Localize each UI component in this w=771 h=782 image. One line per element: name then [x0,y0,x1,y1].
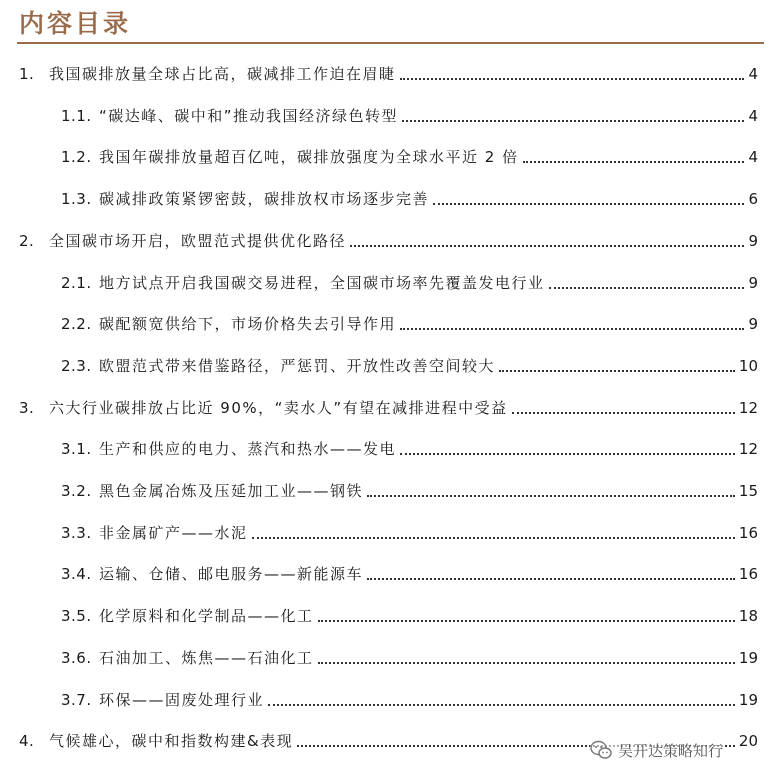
toc-dot-leader [252,536,735,539]
watermark-text: 吴开达策略知行 [618,741,724,760]
toc-entry-page: 19 [738,649,758,667]
toc-entry-number: 4. [19,732,35,750]
toc-entry-page: 6 [748,190,758,208]
toc-entry-number: 1.3. [61,190,92,208]
watermark [590,735,725,765]
toc-entry-title: 碳减排政策紧锣密鼓，碳排放权市场逐步完善 [99,190,430,208]
toc-subsection-entry[interactable] [61,308,758,334]
toc-entry-number: 1.2. [61,148,92,166]
toc-subsection-entry[interactable] [61,100,758,126]
toc-entry-number: 3. [19,399,35,417]
toc-entry-title: 气候雄心，碳中和指数构建&表现 [49,732,294,750]
toc-entry-title: 碳配额宽供给下，市场价格失去引导作用 [99,315,397,333]
toc-entry-number: 2.3. [61,357,92,375]
toc-subsection-entry[interactable] [61,684,758,710]
toc-entry-page: 4 [748,107,758,125]
toc-dot-leader [523,160,745,163]
toc-dot-leader [318,661,735,664]
toc-entry-title: 石油加工、炼焦——石油化工 [99,649,314,667]
toc-entry-title: “碳达峰、碳中和”推动我国经济绿色转型 [99,107,399,125]
toc-section-entry[interactable] [19,392,758,418]
toc-dot-leader [268,703,735,706]
toc-entry-number: 2.2. [61,315,92,333]
toc-subsection-entry[interactable] [61,517,758,543]
toc-entry-number: 1.1. [61,107,92,125]
toc-entry-page: 12 [738,440,758,458]
toc-entry-number: 3.7. [61,691,92,709]
toc-section-entry[interactable] [19,225,758,251]
toc-entry-number: 2. [19,232,35,250]
toc-entry-page: 9 [748,315,758,333]
toc-entry-title: 我国碳排放量全球占比高，碳减排工作迫在眉睫 [49,65,396,83]
toc-dot-leader [512,411,735,414]
toc-entry-title: 六大行业碳排放占比近 90%，“卖水人”有望在减排进程中受益 [49,399,508,417]
toc-entry-title: 运输、仓储、邮电服务——新能源车 [99,565,364,583]
toc-subsection-entry[interactable] [61,267,758,293]
toc-subsection-entry[interactable] [61,600,758,626]
toc-subsection-entry[interactable] [61,642,758,668]
toc-entry-title: 黑色金属冶炼及压延加工业——钢铁 [99,482,364,500]
toc-subsection-entry[interactable] [61,558,758,584]
toc-entry-title: 欧盟范式带来借鉴路径，严惩罚、开放性改善空间较大 [99,357,496,375]
toc-entry-page: 19 [738,691,758,709]
toc-dot-leader [367,494,735,497]
toc-entry-page: 20 [738,732,758,750]
toc-entry-page: 9 [748,232,758,250]
toc-entry-page: 18 [738,607,758,625]
toc-dot-leader [350,244,744,247]
toc-entry-page: 9 [748,274,758,292]
toc-entry-number: 3.1. [61,440,92,458]
toc-entry-number: 1. [19,65,35,83]
toc-dot-leader [549,286,745,289]
toc-section-entry[interactable] [19,58,758,84]
toc-entry-page: 10 [738,357,758,375]
toc-entry-title: 全国碳市场开启，欧盟范式提供优化路径 [49,232,347,250]
toc-dot-leader [499,369,735,372]
toc-entry-number: 3.5. [61,607,92,625]
toc-entry-page: 16 [738,565,758,583]
toc-entry-page: 4 [748,65,758,83]
toc-entry-page: 12 [738,399,758,417]
toc-entry-title: 化学原料和化学制品——化工 [99,607,314,625]
toc-entry-title: 生产和供应的电力、蒸汽和热水——发电 [99,440,397,458]
toc-entry-title: 非金属矿产——水泥 [99,524,248,542]
toc-dot-leader [367,577,735,580]
toc-title: 内容目录 [19,9,132,38]
toc-entry-page: 16 [738,524,758,542]
toc-entry-title: 我国年碳排放量超百亿吨，碳排放强度为全球水平近 2 倍 [99,148,519,166]
toc-entry-page: 15 [738,482,758,500]
toc-dot-leader [402,119,744,122]
toc-entry-page: 4 [748,148,758,166]
toc-dot-leader [400,327,744,330]
toc-dot-leader [400,452,735,455]
toc-entry-number: 3.3. [61,524,92,542]
toc-entry-title: 地方试点开启我国碳交易进程，全国碳市场率先覆盖发电行业 [99,274,545,292]
toc-dot-leader [318,619,735,622]
toc-entry-number: 3.6. [61,649,92,667]
toc-dot-leader [400,77,745,80]
toc-entry-title: 环保——固废处理行业 [99,691,265,709]
toc-entry-number: 2.1. [61,274,92,292]
toc-entry-number: 3.4. [61,565,92,583]
toc-subsection-entry[interactable] [61,475,758,501]
wechat-icon [590,740,612,760]
toc-subsection-entry[interactable] [61,350,758,376]
toc-subsection-entry[interactable] [61,183,758,209]
toc-subsection-entry[interactable] [61,433,758,459]
toc-entry-number: 3.2. [61,482,92,500]
title-divider [17,42,764,44]
toc-dot-leader [433,202,744,205]
toc-subsection-entry[interactable] [61,141,758,167]
